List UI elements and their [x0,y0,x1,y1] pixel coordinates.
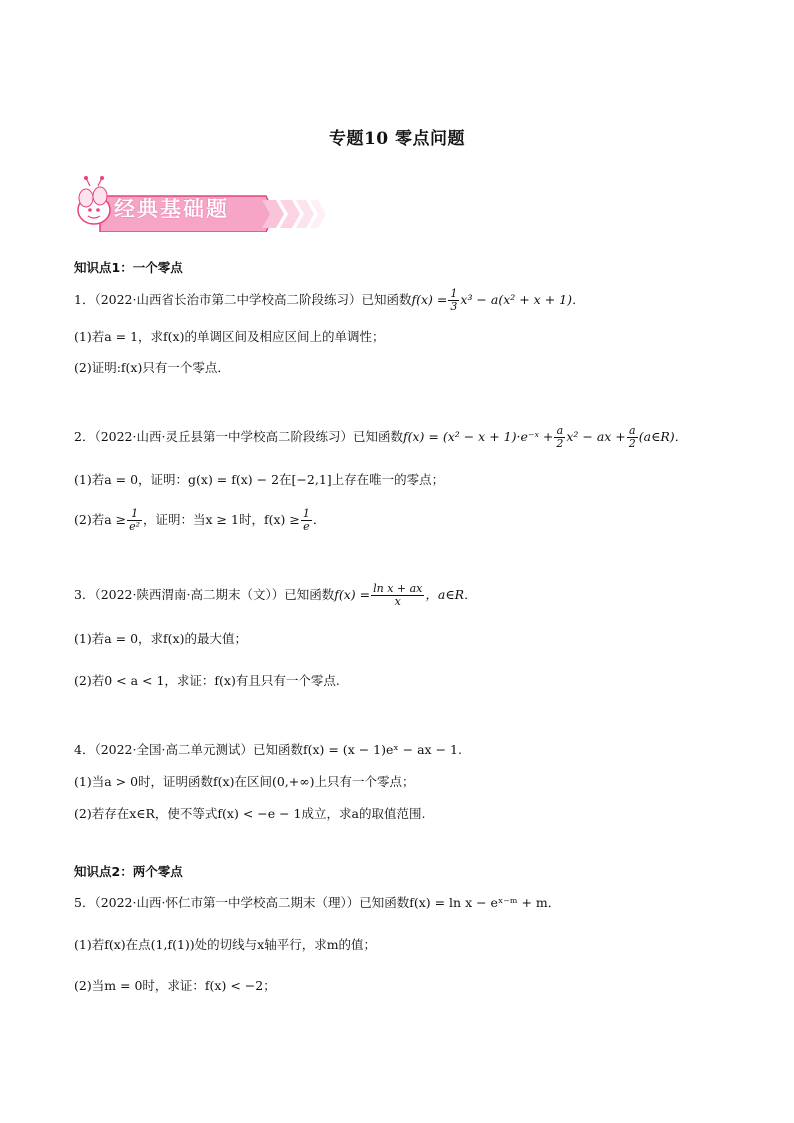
bee-icon [78,176,110,224]
problem-1-source: 1．（2022·山西省长治市第二中学校高二阶段练习）已知函数 [74,292,412,308]
problem-1-formula-right: x³ − a(x² + x + 1)． [460,292,585,308]
problem-2-part-2-frac-2: $\frac{1}{e}$ [302,507,310,534]
problem-3-formula-right: ，a∈R． [425,587,477,603]
problem-4-stem: 4．（2022·全国·高二单元测试）已知函数f(x) = (x − 1)eˣ − ax − 1. [74,742,462,757]
problem-3-stem [74,583,754,608]
problem-4-part-1: (1)当a > 0时，证明函数f(x)在区间(0,+∞)上只有一个零点； [74,774,415,789]
problem-1-part-2: (2)证明:f(x)只有一个零点． [74,360,230,375]
problem-2-part-2-frac-1: $\frac{1}{\text{e²}}$ [129,507,141,534]
problem-2-source: 2．（2022·山西·灵丘县第一中学校高二阶段练习）已知函数 [74,429,403,445]
problem-5-part-2: (2)当m = 0时，求证：f(x) < −2； [74,978,276,993]
problem-1-stem [74,288,754,313]
problem-1-frac: $\frac{1}{3}$ [450,287,458,314]
problem-5-part-1: (1)若f(x)在点(1,f(1))处的切线与x轴平行，求m的值； [74,937,377,952]
section-title-1: 知识点1：一个零点 [74,260,183,275]
problem-4-part-2: (2)若存在x∈R，使不等式f(x) < −e − 1成立，求a的取值范围. [74,806,426,821]
problem-1-part-1: (1)若a = 1，求f(x)的单调区间及相应区间上的单调性； [74,329,385,344]
section-title-2: 知识点2：两个零点 [74,864,183,879]
problem-3-formula-left: f(x) = [334,587,371,603]
problem-2-part-1: (1)若a = 0，证明：g(x) = f(x) − 2在[−2,1]上存在唯一的零点； [74,472,445,487]
problem-2-stem [74,425,754,450]
problem-2-part-2: (2)若a ≥ $\frac{1}{\text{e²}}$ ，证明：当x ≥ 1时，f(x) ≥ $\frac{1}{e}$ ． [74,507,326,534]
problem-2-formula-right: (a∈R)． [638,429,688,445]
problem-2-frac-2: $\frac{a}{2}$ [628,424,636,451]
banner-title: 经典基础题 [114,197,229,221]
problem-3-part-1: (1)若a = 0，求f(x)的最大值； [74,631,247,646]
problem-3-frac: $\frac{\text{ln x + ax}}{x}$ [373,582,423,609]
problem-5-stem: 5．（2022·山西·怀仁市第一中学校高二期末（理））已知函数f(x) = ln x − eˣ⁻ᵐ + m． [74,895,561,910]
section-banner [66,176,328,232]
problem-1-formula-left: f(x) = [411,292,448,308]
problem-3-part-2: (2)若0 < a < 1，求证：f(x)有且只有一个零点. [74,673,340,688]
problem-2-frac-1: $\frac{a}{2}$ [556,424,564,451]
problem-3-source: 3．（2022·陕西渭南·高二期末（文））已知函数 [74,587,335,603]
problem-2-formula-mid: x² − ax + [566,429,626,445]
problem-2-formula-left: f(x) = (x² − x + 1)·e⁻ˣ + [402,429,554,445]
page-title: 专题10 零点问题 [328,129,466,149]
